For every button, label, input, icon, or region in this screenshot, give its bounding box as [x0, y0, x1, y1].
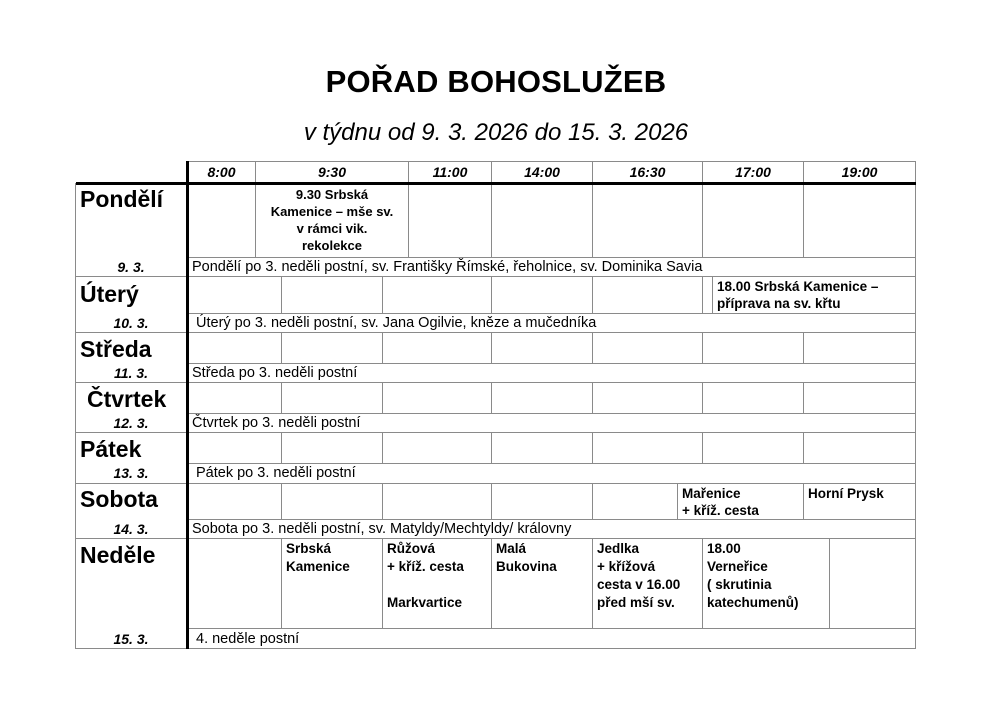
day-name-friday: Pátek: [80, 436, 142, 462]
event-sunday-srbska-kamenice: Srbská Kamenice: [282, 539, 383, 629]
slot: [282, 433, 383, 464]
slot: [593, 433, 703, 464]
slot: [383, 277, 492, 314]
slot: [703, 383, 804, 414]
slot: [492, 185, 593, 258]
table-left-border: [75, 183, 76, 649]
slot: [804, 433, 916, 464]
day-name-saturday: Sobota: [80, 486, 158, 512]
table-top-border: [188, 161, 916, 162]
feast-tuesday: Úterý po 3. neděli postní, sv. Jana Ogilvie, kněze a mučedníka: [188, 314, 916, 333]
slot: [492, 277, 593, 314]
slot: [703, 185, 804, 258]
event-saturday-marenice: Mařenice + kříž. cesta: [678, 484, 804, 520]
day-name-thursday: Čtvrtek: [87, 386, 167, 412]
day-date-wednesday: 11. 3.: [76, 364, 186, 383]
slot: [188, 383, 282, 414]
day-date-sunday: 15. 3.: [76, 629, 186, 649]
document-subtitle: v týdnu od 9. 3. 2026 do 15. 3. 2026: [303, 119, 689, 146]
slot: [593, 484, 678, 520]
day-name-monday: Pondělí: [80, 186, 164, 212]
table-day-divider: [186, 161, 189, 649]
time-header-16-30: 16:30: [593, 162, 703, 183]
slot: [383, 383, 492, 414]
feast-wednesday: Středa po 3. neděli postní: [188, 364, 916, 383]
slot: [282, 333, 383, 364]
table-header-divider: [76, 182, 916, 185]
slot: [492, 333, 593, 364]
day-date-monday: 9. 3.: [76, 258, 186, 277]
slot: [188, 539, 282, 629]
time-header-11-00: 11:00: [409, 162, 492, 183]
day-date-saturday: 14. 3.: [76, 520, 186, 539]
slot: [188, 433, 282, 464]
slot: [188, 185, 256, 258]
time-header-19-00: 19:00: [804, 162, 916, 183]
event-sunday-ruzova: Růžová + kříž. cesta Markvartice: [383, 539, 492, 629]
event-sunday-vernerice: 18.00 Verneřice ( skrutinia katechumenů): [703, 539, 830, 629]
slot: [492, 383, 593, 414]
slot: [383, 433, 492, 464]
slot: [492, 433, 593, 464]
event-saturday-horni-prysk: Horní Prysk: [804, 484, 916, 520]
slot: [703, 433, 804, 464]
event-monday-930: 9.30 Srbská Kamenice – mše sv. v rámci vik. rekolekce: [256, 185, 409, 258]
slot: [593, 185, 703, 258]
slot: [703, 277, 713, 314]
day-name-wednesday: Středa: [80, 336, 152, 362]
feast-thursday: Čtvrtek po 3. neděli postní: [188, 414, 916, 433]
slot: [593, 277, 703, 314]
slot: [188, 277, 282, 314]
slot: [383, 333, 492, 364]
day-date-tuesday: 10. 3.: [76, 314, 186, 333]
slot: [282, 484, 383, 520]
feast-saturday: Sobota po 3. neděli postní, sv. Matyldy/Mechtyldy/ královny: [188, 520, 916, 539]
slot: [804, 185, 916, 258]
slot: [804, 383, 916, 414]
slot: [703, 333, 804, 364]
feast-sunday: 4. neděle postní: [188, 629, 916, 649]
slot: [804, 333, 916, 364]
day-date-thursday: 12. 3.: [76, 414, 186, 433]
slot: [282, 277, 383, 314]
slot: [188, 484, 282, 520]
time-header-17-00: 17:00: [703, 162, 804, 183]
slot: [282, 383, 383, 414]
time-header-9-30: 9:30: [256, 162, 409, 183]
slot: [409, 185, 492, 258]
event-tuesday-1800: 18.00 Srbská Kamenice – příprava na sv. křtu: [713, 277, 916, 314]
slot: [593, 383, 703, 414]
document-title: POŘAD BOHOSLUŽEB: [325, 64, 667, 99]
day-date-friday: 13. 3.: [76, 464, 186, 484]
event-sunday-mala-bukovina: Malá Bukovina: [492, 539, 593, 629]
slot: [593, 333, 703, 364]
slot: [492, 484, 593, 520]
time-header-8-00: 8:00: [188, 162, 256, 183]
day-name-sunday: Neděle: [80, 542, 156, 568]
feast-friday: Pátek po 3. neděli postní: [188, 464, 916, 484]
time-header-14-00: 14:00: [492, 162, 593, 183]
slot: [830, 539, 916, 629]
slot: [188, 333, 282, 364]
day-name-tuesday: Úterý: [80, 281, 139, 307]
event-sunday-jedlka: Jedlka + křížová cesta v 16.00 před mší sv.: [593, 539, 703, 629]
feast-monday: Pondělí po 3. neděli postní, sv. Františky Římské, řeholnice, sv. Dominika Savia: [188, 258, 916, 277]
slot: [383, 484, 492, 520]
